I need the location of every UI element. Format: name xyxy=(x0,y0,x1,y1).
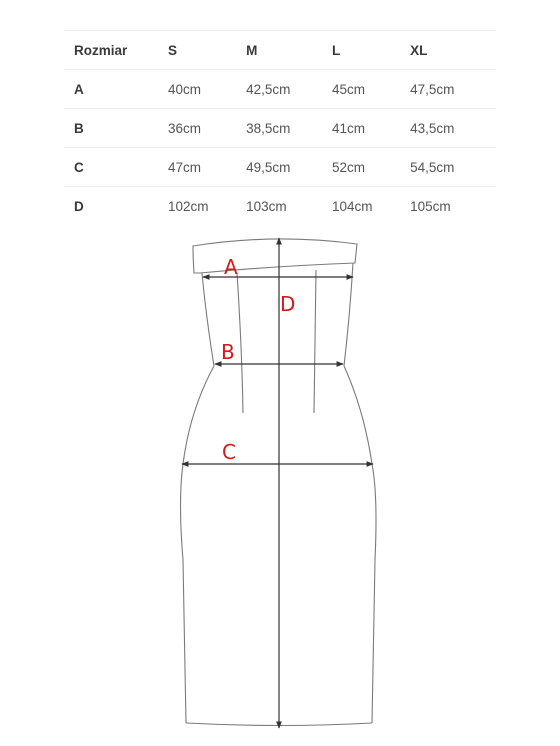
row-label: C xyxy=(64,148,168,187)
skirt-right-side xyxy=(344,366,376,723)
right-dart xyxy=(314,270,316,413)
table-cell: 54,5cm xyxy=(410,148,496,187)
left-dart xyxy=(237,273,243,413)
table-cell: 45cm xyxy=(332,70,410,109)
table-row xyxy=(64,187,496,226)
table-cell: 47cm xyxy=(168,148,246,187)
table-row xyxy=(64,148,496,187)
table-cell: 40cm xyxy=(168,70,246,109)
table-cell: 43,5cm xyxy=(410,109,496,148)
label-d: D xyxy=(280,292,296,316)
header-xl: XL xyxy=(410,31,496,70)
header-m: M xyxy=(246,31,332,70)
dress-measurement-diagram xyxy=(0,232,560,746)
table-row xyxy=(64,70,496,109)
bodice-right-side xyxy=(344,263,353,366)
header-s: S xyxy=(168,31,246,70)
table-cell: 42,5cm xyxy=(246,70,332,109)
table-cell: 104cm xyxy=(332,187,410,226)
table-cell: 49,5cm xyxy=(246,148,332,187)
table-cell: 41cm xyxy=(332,109,410,148)
row-label: B xyxy=(64,109,168,148)
table-header-row xyxy=(64,31,496,70)
neckband-shape xyxy=(193,239,357,273)
table-cell: 36cm xyxy=(168,109,246,148)
table-cell: 103cm xyxy=(246,187,332,226)
table-cell: 105cm xyxy=(410,187,496,226)
header-l: L xyxy=(332,31,410,70)
bodice-left-side xyxy=(202,273,214,366)
table-cell: 52cm xyxy=(332,148,410,187)
size-chart-table xyxy=(64,30,496,225)
skirt-left-side xyxy=(181,366,215,723)
label-a: A xyxy=(224,255,238,279)
measurement-lines xyxy=(182,238,373,728)
row-label: D xyxy=(64,187,168,226)
table-cell: 38,5cm xyxy=(246,109,332,148)
label-b: B xyxy=(221,340,235,364)
row-label: A xyxy=(64,70,168,109)
label-c: C xyxy=(222,440,236,464)
table-row xyxy=(64,109,496,148)
header-size: Rozmiar xyxy=(64,31,168,70)
dress-outline xyxy=(181,239,377,726)
table-cell: 102cm xyxy=(168,187,246,226)
table-cell: 47,5cm xyxy=(410,70,496,109)
